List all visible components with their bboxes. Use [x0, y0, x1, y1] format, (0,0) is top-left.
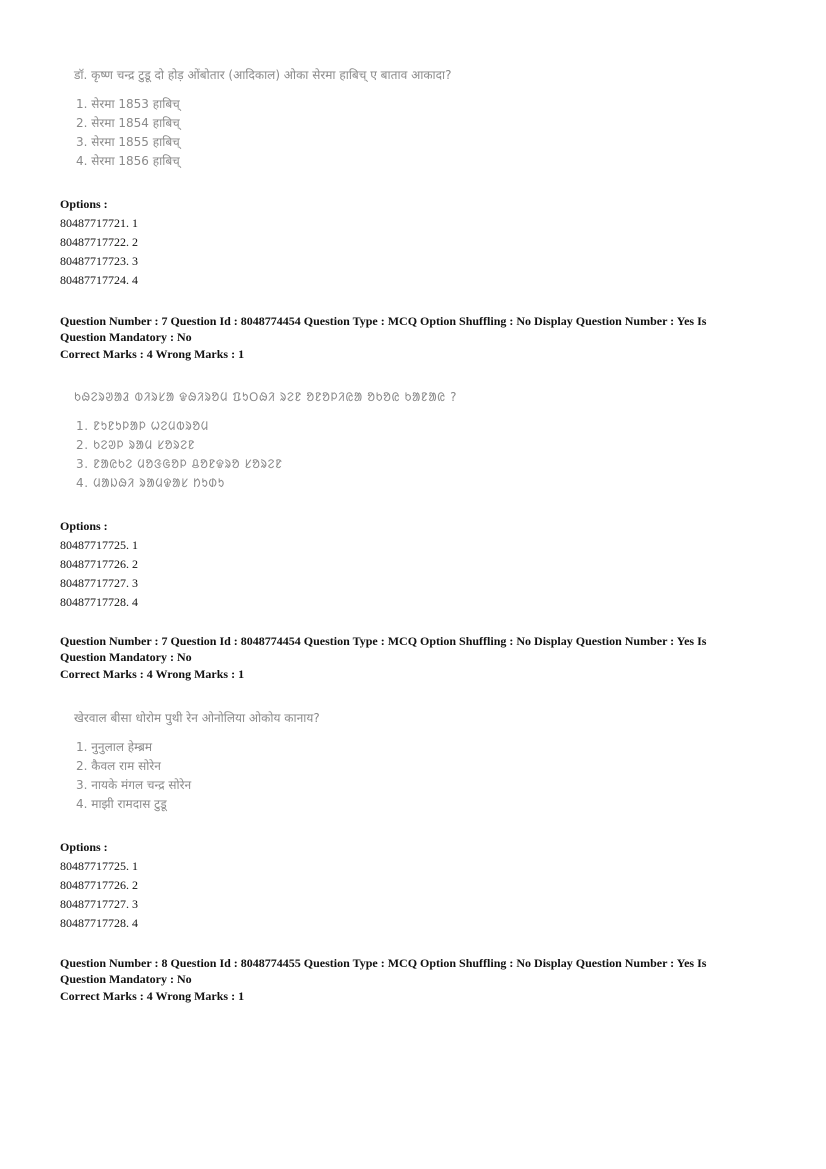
question-option: 2. सेरमा 1854 हाबिच्: [76, 116, 180, 130]
question-option: 4. माझी रामदास टुडू: [76, 797, 167, 811]
question-meta-line: Question Number : 7 Question Id : 8048774454 Question Type : MCQ Option Shuffling : No Display Question Number : Yes Is: [60, 314, 707, 328]
option-id-row: 80487717724. 4: [60, 273, 138, 287]
question-option: 1. ᱱᱩᱱᱩᱞᱟᱞ ᱦᱮᱢᱵᱨᱚᱢ: [76, 419, 209, 433]
question-marks: Correct Marks : 4 Wrong Marks : 1: [60, 989, 245, 1003]
question-option: 4. ᱢᱟᱡᱷᱤ ᱨᱟᱢᱫᱟᱥ ᱴᱩᱰᱩ: [76, 476, 225, 490]
option-id-row: 80487717722. 2: [60, 235, 138, 249]
option-id-row: 80487717727. 3: [60, 897, 138, 911]
question-option: 1. सेरमा 1853 हाबिच्: [76, 97, 180, 111]
options-title: Options :: [60, 840, 108, 854]
option-id-row: 80487717723. 3: [60, 254, 138, 268]
question-meta-line: Question Number : 7 Question Id : 8048774454 Question Type : MCQ Option Shuffling : No Display Question Number : Yes Is: [60, 634, 707, 648]
option-id-row: 80487717728. 4: [60, 916, 138, 930]
option-id-row: 80487717725. 1: [60, 538, 138, 552]
option-id-row: 8048771772​1. 1: [60, 216, 138, 230]
option-id-row: 80487717727. 3: [60, 576, 138, 590]
question-option: 4. सेरमा 1856 हाबिच्: [76, 154, 180, 168]
question-marks: Correct Marks : 4 Wrong Marks : 1: [60, 667, 245, 681]
question-image-2: [74, 388, 457, 493]
options-list-2: [60, 517, 138, 612]
question-meta-1: [60, 313, 760, 362]
options-list-3: [60, 838, 138, 933]
question-text: डॉ. कृष्ण चन्द्र टुडू दो होड़ ओंबोतार (आदिकाल) ओका सेरमा हाबिच् ए बाताव आकादा?: [74, 68, 452, 82]
question-marks: Correct Marks : 4 Wrong Marks : 1: [60, 347, 245, 361]
question-option: 2. ᱠᱮᱣᱞ ᱨᱟᱢ ᱥᱚᱨᱮᱱ: [76, 438, 196, 452]
question-mandatory: Question Mandatory : No: [60, 650, 192, 664]
question-option: 2. कैवल राम सोरेन: [76, 759, 161, 773]
question-option: 1. नुनुलाल हेम्ब्रम: [76, 740, 153, 754]
question-option: 3. सेरमा 1855 हाबिच्: [76, 135, 180, 149]
question-option: 3. ᱱᱟᱭᱠᱮ ᱢᱚᱝᱜᱚᱞ ᱪᱚᱱᱫᱨᱚ ᱥᱚᱨᱮᱱ: [76, 457, 283, 471]
option-id-row: 80487717728. 4: [60, 595, 138, 609]
question-option: 3. नायके मंगल चन्द्र सोरेन: [76, 778, 192, 792]
question-meta-2: [60, 633, 760, 682]
question-meta-3: [60, 955, 760, 1004]
question-mandatory: Question Mandatory : No: [60, 330, 192, 344]
question-image-1: [74, 66, 452, 171]
question-image-3: [74, 709, 320, 814]
options-title: Options :: [60, 197, 108, 211]
option-id-row: 80487717725. 1: [60, 859, 138, 873]
question-text: खेरवाल बीसा धोरोम पुथी रेन ओनोलिया ओकोय कानाय?: [74, 711, 320, 725]
question-meta-line: Question Number : 8 Question Id : 8048774455 Question Type : MCQ Option Shuffling : No Display Question Number : Yes Is: [60, 956, 707, 970]
question-mandatory: Question Mandatory : No: [60, 972, 192, 986]
options-list-1: [60, 195, 138, 290]
option-id-row: 80487717726. 2: [60, 557, 138, 571]
question-text: ᱠᱷᱮᱨᱣᱟᱲ ᱵᱤᱨᱥᱟ ᱫᱷᱤᱨᱚᱢ ᱯᱩᱛᱷᱤ ᱨᱮᱱ ᱚᱱᱚᱞᱤᱭᱟ ᱚᱠᱚᱭ ᱠᱟᱱᱟᱭ ?: [74, 390, 458, 404]
option-id-row: 80487717726. 2: [60, 878, 138, 892]
options-title: Options :: [60, 519, 108, 533]
